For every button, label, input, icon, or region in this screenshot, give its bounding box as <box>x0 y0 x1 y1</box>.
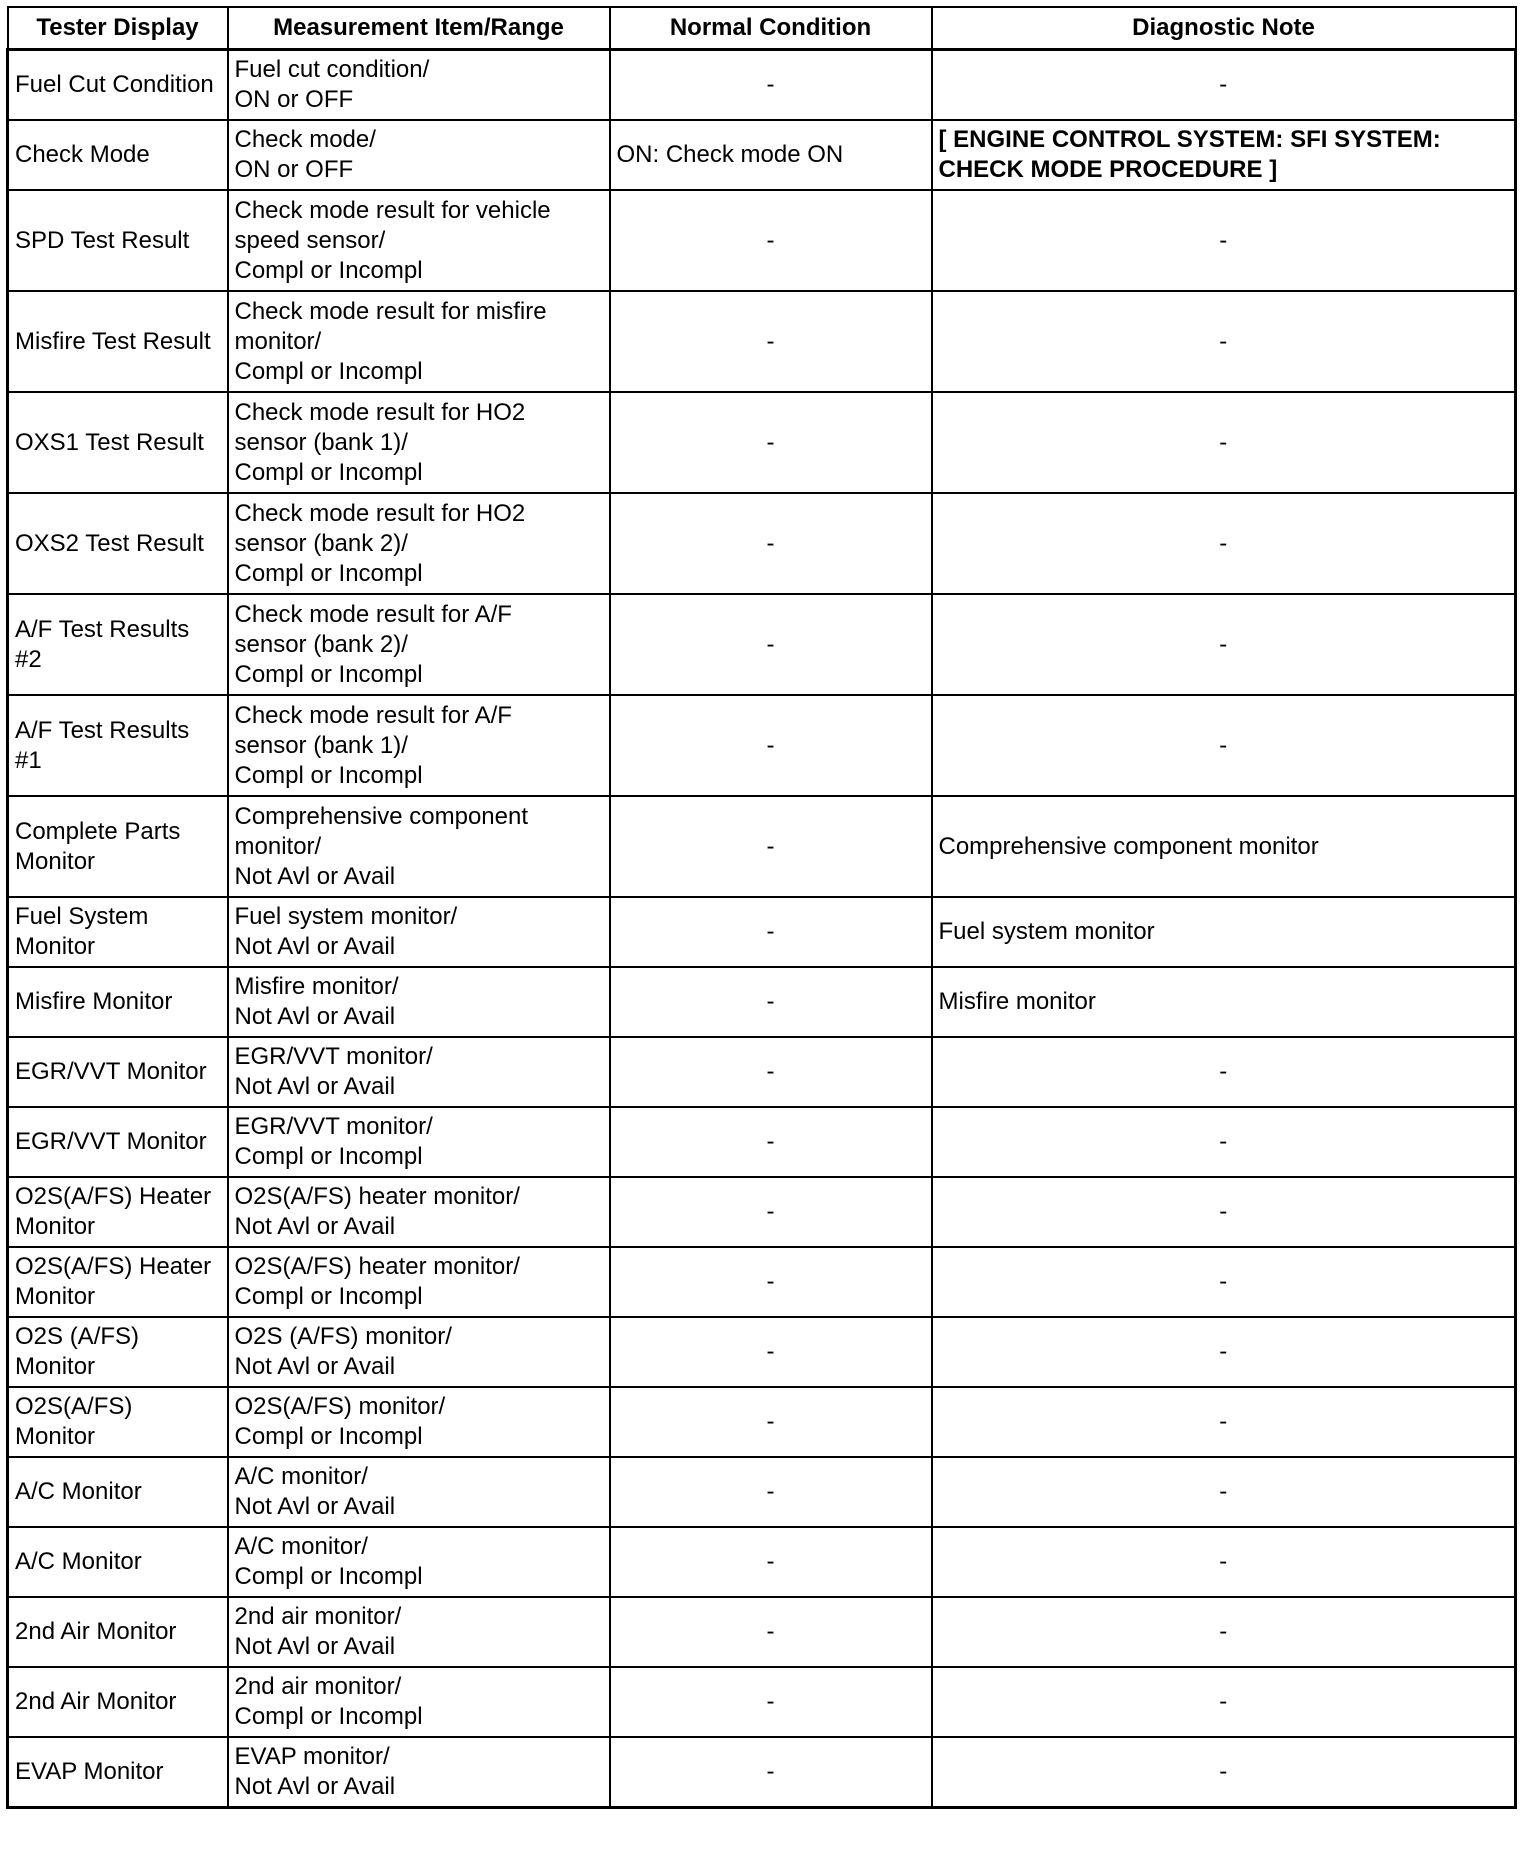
header-measurement-item: Measurement Item/Range <box>228 7 610 50</box>
cell-diagnostic-note <box>932 594 1516 695</box>
cell-line: - <box>1219 1548 1228 1575</box>
cell-line: - <box>1219 71 1228 98</box>
cell-line: Not Avl or Avail <box>234 1003 396 1030</box>
cell-line: A/F Test Results <box>15 615 190 643</box>
cell-measurement-item <box>228 897 610 967</box>
cell-line: Misfire monitor <box>938 988 1096 1015</box>
table-row <box>8 1107 1516 1177</box>
cell-diagnostic-note <box>932 1457 1516 1527</box>
cell-line: Comprehensive component monitor <box>938 832 1319 860</box>
cell-line: A/C monitor/ <box>234 1533 368 1560</box>
cell-line: Monitor <box>15 847 96 875</box>
cell-line: Fuel system monitor/ <box>234 903 458 930</box>
cell-line: - <box>1219 1268 1228 1295</box>
cell-line: sensor (bank 2)/ <box>234 630 408 658</box>
cell-line: Not Avl or Avail <box>234 1213 396 1240</box>
cell-line: Monitor <box>15 1283 96 1310</box>
cell-line: OXS2 Test Result <box>15 529 204 557</box>
cell-line: - <box>1219 731 1228 759</box>
table-row <box>8 1177 1516 1247</box>
table-row <box>8 1737 1516 1808</box>
data-list-table <box>6 6 1517 1809</box>
cell-line: Compl or Incompl <box>234 1563 423 1590</box>
cell-line: Compl or Incompl <box>234 256 423 284</box>
cell-line: Check mode result for A/F <box>234 600 512 628</box>
table-row <box>8 1597 1516 1667</box>
cell-line: Check mode result for HO2 <box>234 398 526 426</box>
table-row <box>8 796 1516 897</box>
cell-line: EGR/VVT monitor/ <box>234 1113 433 1140</box>
cell-normal-condition: - <box>610 1457 932 1527</box>
table-row <box>8 1527 1516 1597</box>
header-tester-display: Tester Display <box>8 7 228 50</box>
cell-line: Not Avl or Avail <box>234 1353 396 1380</box>
cell-line: O2S(A/FS) Heater <box>15 1183 212 1210</box>
cell-tester-display <box>8 897 228 967</box>
cell-line: Check mode result for A/F <box>234 701 512 729</box>
cell-normal-condition: - <box>610 897 932 967</box>
cell-diagnostic-note <box>932 1037 1516 1107</box>
cell-line: Not Avl or Avail <box>234 933 396 960</box>
cell-line: Compl or Incompl <box>234 761 423 789</box>
cell-tester-display <box>8 1247 228 1317</box>
cell-measurement-item <box>228 1037 610 1107</box>
cell-line: ON or OFF <box>234 86 354 113</box>
cell-line: A/C Monitor <box>15 1478 142 1505</box>
cell-tester-display <box>8 594 228 695</box>
cell-line: #2 <box>15 645 42 673</box>
cell-line: Check mode result for HO2 <box>234 499 526 527</box>
cell-line: Comprehensive component <box>234 802 528 830</box>
cell-line: Compl or Incompl <box>234 1703 423 1730</box>
cell-line: EGR/VVT Monitor <box>15 1058 207 1085</box>
cell-line: Compl or Incompl <box>234 1423 423 1450</box>
cell-measurement-item <box>228 1737 610 1808</box>
cell-line: Misfire Monitor <box>15 988 173 1015</box>
cell-line: - <box>1219 226 1228 254</box>
cell-line: O2S (A/FS) <box>15 1323 140 1350</box>
table-row <box>8 1037 1516 1107</box>
cell-line: - <box>1219 1338 1228 1365</box>
cell-normal-condition: - <box>610 291 932 392</box>
cell-line: Complete Parts <box>15 817 181 845</box>
cell-line: Compl or Incompl <box>234 559 423 587</box>
cell-tester-display <box>8 120 228 190</box>
cell-tester-display <box>8 1457 228 1527</box>
cell-diagnostic-note <box>932 967 1516 1037</box>
cell-diagnostic-note <box>932 1177 1516 1247</box>
cell-measurement-item <box>228 392 610 493</box>
cell-line: [ ENGINE CONTROL SYSTEM: SFI SYSTEM: <box>938 126 1441 153</box>
cell-line: - <box>1219 1128 1228 1155</box>
cell-line: 2nd Air Monitor <box>15 1618 177 1645</box>
cell-line: EVAP Monitor <box>15 1758 164 1785</box>
cell-normal-condition: - <box>610 1317 932 1387</box>
cell-diagnostic-note <box>932 190 1516 291</box>
cell-line: 2nd air monitor/ <box>234 1673 402 1700</box>
cell-line: A/C monitor/ <box>234 1463 368 1490</box>
cell-tester-display <box>8 1387 228 1457</box>
cell-normal-condition: - <box>610 1597 932 1667</box>
cell-diagnostic-note-reference-link[interactable] <box>932 120 1516 190</box>
cell-normal-condition: - <box>610 1737 932 1808</box>
cell-line: Fuel system monitor <box>938 918 1155 945</box>
cell-line: A/F Test Results <box>15 716 190 744</box>
table-row <box>8 897 1516 967</box>
cell-measurement-item <box>228 1457 610 1527</box>
cell-line: Not Avl or Avail <box>234 1633 396 1660</box>
cell-normal-condition: - <box>610 493 932 594</box>
cell-measurement-item <box>228 1597 610 1667</box>
cell-normal-condition: - <box>610 796 932 897</box>
cell-line: - <box>1219 1758 1228 1785</box>
cell-line: O2S(A/FS) heater monitor/ <box>234 1183 520 1210</box>
cell-diagnostic-note <box>932 291 1516 392</box>
cell-line: Not Avl or Avail <box>234 1773 396 1800</box>
table-row <box>8 1457 1516 1527</box>
table-row <box>8 1247 1516 1317</box>
cell-line: - <box>1219 1198 1228 1225</box>
cell-line: Compl or Incompl <box>234 1143 423 1170</box>
cell-tester-display <box>8 1107 228 1177</box>
cell-tester-display <box>8 190 228 291</box>
cell-diagnostic-note <box>932 1597 1516 1667</box>
cell-measurement-item <box>228 967 610 1037</box>
cell-diagnostic-note <box>932 796 1516 897</box>
table-row <box>8 392 1516 493</box>
header-normal-condition: Normal Condition <box>610 7 932 50</box>
header-row <box>8 7 1516 50</box>
cell-line: O2S(A/FS) monitor/ <box>234 1393 446 1420</box>
cell-diagnostic-note <box>932 1667 1516 1737</box>
cell-line: Monitor <box>15 1423 96 1450</box>
cell-tester-display <box>8 493 228 594</box>
cell-line: O2S(A/FS) Heater <box>15 1253 212 1280</box>
cell-line: Misfire monitor/ <box>234 973 399 1000</box>
cell-measurement-item <box>228 120 610 190</box>
cell-tester-display <box>8 1037 228 1107</box>
cell-normal-condition: - <box>610 1247 932 1317</box>
cell-line: SPD Test Result <box>15 226 190 254</box>
cell-line: sensor (bank 1)/ <box>234 731 408 759</box>
cell-line: - <box>1219 1058 1228 1085</box>
cell-line: 2nd air monitor/ <box>234 1603 402 1630</box>
cell-diagnostic-note <box>932 392 1516 493</box>
table-row <box>8 1667 1516 1737</box>
cell-diagnostic-note <box>932 50 1516 121</box>
cell-line: Not Avl or Avail <box>234 1493 396 1520</box>
cell-tester-display <box>8 1317 228 1387</box>
header-diagnostic-note: Diagnostic Note <box>932 7 1516 50</box>
cell-line: OXS1 Test Result <box>15 428 204 456</box>
cell-line: Compl or Incompl <box>234 1283 423 1310</box>
cell-line: - <box>1219 1618 1228 1645</box>
cell-line: ON or OFF <box>234 156 354 183</box>
cell-line: Fuel System <box>15 903 149 930</box>
cell-tester-display <box>8 392 228 493</box>
cell-measurement-item <box>228 291 610 392</box>
table-row <box>8 1387 1516 1457</box>
table-row <box>8 967 1516 1037</box>
cell-line: - <box>1219 428 1228 456</box>
cell-measurement-item <box>228 1107 610 1177</box>
cell-measurement-item <box>228 1317 610 1387</box>
cell-tester-display <box>8 796 228 897</box>
cell-line: Check Mode <box>15 141 150 168</box>
cell-line: sensor (bank 1)/ <box>234 428 408 456</box>
cell-normal-condition: ON: Check mode ON <box>610 120 932 190</box>
cell-line: EVAP monitor/ <box>234 1743 390 1770</box>
cell-measurement-item <box>228 50 610 121</box>
table-header <box>8 7 1516 50</box>
cell-line: monitor/ <box>234 327 322 355</box>
cell-measurement-item <box>228 594 610 695</box>
cell-line: EGR/VVT Monitor <box>15 1128 207 1155</box>
cell-normal-condition: - <box>610 1667 932 1737</box>
table-row <box>8 695 1516 796</box>
cell-line: O2S(A/FS) <box>15 1393 133 1420</box>
cell-measurement-item <box>228 1527 610 1597</box>
cell-normal-condition: - <box>610 967 932 1037</box>
cell-line: Monitor <box>15 1213 96 1240</box>
table-body <box>8 50 1516 1808</box>
cell-normal-condition: - <box>610 190 932 291</box>
cell-tester-display <box>8 1737 228 1808</box>
table-row <box>8 120 1516 190</box>
cell-line: Check mode result for vehicle <box>234 196 551 224</box>
cell-measurement-item <box>228 1177 610 1247</box>
table-row <box>8 1317 1516 1387</box>
cell-diagnostic-note <box>932 1107 1516 1177</box>
cell-line: A/C Monitor <box>15 1548 142 1575</box>
cell-diagnostic-note <box>932 1737 1516 1808</box>
cell-tester-display <box>8 1527 228 1597</box>
cell-normal-condition: - <box>610 1527 932 1597</box>
data-list-table-container <box>6 6 1514 1809</box>
table-row <box>8 50 1516 121</box>
table-row <box>8 190 1516 291</box>
cell-diagnostic-note <box>932 1317 1516 1387</box>
cell-line: Fuel cut condition/ <box>234 56 430 83</box>
cell-line: speed sensor/ <box>234 226 386 254</box>
cell-diagnostic-note <box>932 1527 1516 1597</box>
cell-tester-display <box>8 1177 228 1247</box>
cell-measurement-item <box>228 1387 610 1457</box>
cell-diagnostic-note <box>932 1387 1516 1457</box>
cell-diagnostic-note <box>932 493 1516 594</box>
cell-normal-condition: - <box>610 50 932 121</box>
cell-line: monitor/ <box>234 832 322 860</box>
cell-line: - <box>1219 327 1228 355</box>
cell-measurement-item <box>228 1247 610 1317</box>
cell-line: - <box>1219 529 1228 557</box>
cell-line: sensor (bank 2)/ <box>234 529 408 557</box>
cell-line: Fuel Cut Condition <box>15 71 214 98</box>
cell-normal-condition: - <box>610 392 932 493</box>
cell-line: - <box>1219 1408 1228 1435</box>
cell-line: - <box>1219 1478 1228 1505</box>
cell-measurement-item <box>228 796 610 897</box>
cell-measurement-item <box>228 695 610 796</box>
cell-normal-condition: - <box>610 695 932 796</box>
cell-line: Misfire Test Result <box>15 327 211 355</box>
cell-normal-condition: - <box>610 1177 932 1247</box>
cell-line: O2S (A/FS) monitor/ <box>234 1323 452 1350</box>
cell-normal-condition: - <box>610 1387 932 1457</box>
cell-normal-condition: - <box>610 1037 932 1107</box>
table-row <box>8 291 1516 392</box>
cell-measurement-item <box>228 1667 610 1737</box>
cell-line: EGR/VVT monitor/ <box>234 1043 433 1070</box>
cell-diagnostic-note <box>932 897 1516 967</box>
table-row <box>8 493 1516 594</box>
cell-line: - <box>1219 630 1228 658</box>
cell-line: Monitor <box>15 1353 96 1380</box>
cell-measurement-item <box>228 493 610 594</box>
cell-line: - <box>1219 1688 1228 1715</box>
cell-line: 2nd Air Monitor <box>15 1688 177 1715</box>
cell-line: Check mode/ <box>234 126 376 153</box>
cell-tester-display <box>8 1667 228 1737</box>
cell-tester-display <box>8 1597 228 1667</box>
cell-line: Monitor <box>15 933 96 960</box>
cell-line: Not Avl or Avail <box>234 1073 396 1100</box>
table-row <box>8 594 1516 695</box>
cell-diagnostic-note <box>932 695 1516 796</box>
cell-measurement-item <box>228 190 610 291</box>
cell-tester-display <box>8 695 228 796</box>
cell-normal-condition: - <box>610 594 932 695</box>
cell-tester-display <box>8 50 228 121</box>
cell-line: Check mode result for misfire <box>234 297 547 325</box>
cell-line: CHECK MODE PROCEDURE ] <box>938 156 1278 183</box>
cell-line: Not Avl or Avail <box>234 862 396 890</box>
cell-line: Compl or Incompl <box>234 458 423 486</box>
cell-line: Compl or Incompl <box>234 660 423 688</box>
cell-diagnostic-note <box>932 1247 1516 1317</box>
cell-normal-condition: - <box>610 1107 932 1177</box>
cell-line: #1 <box>15 746 42 774</box>
cell-tester-display <box>8 967 228 1037</box>
cell-line: Compl or Incompl <box>234 357 423 385</box>
cell-line: O2S(A/FS) heater monitor/ <box>234 1253 520 1280</box>
cell-tester-display <box>8 291 228 392</box>
